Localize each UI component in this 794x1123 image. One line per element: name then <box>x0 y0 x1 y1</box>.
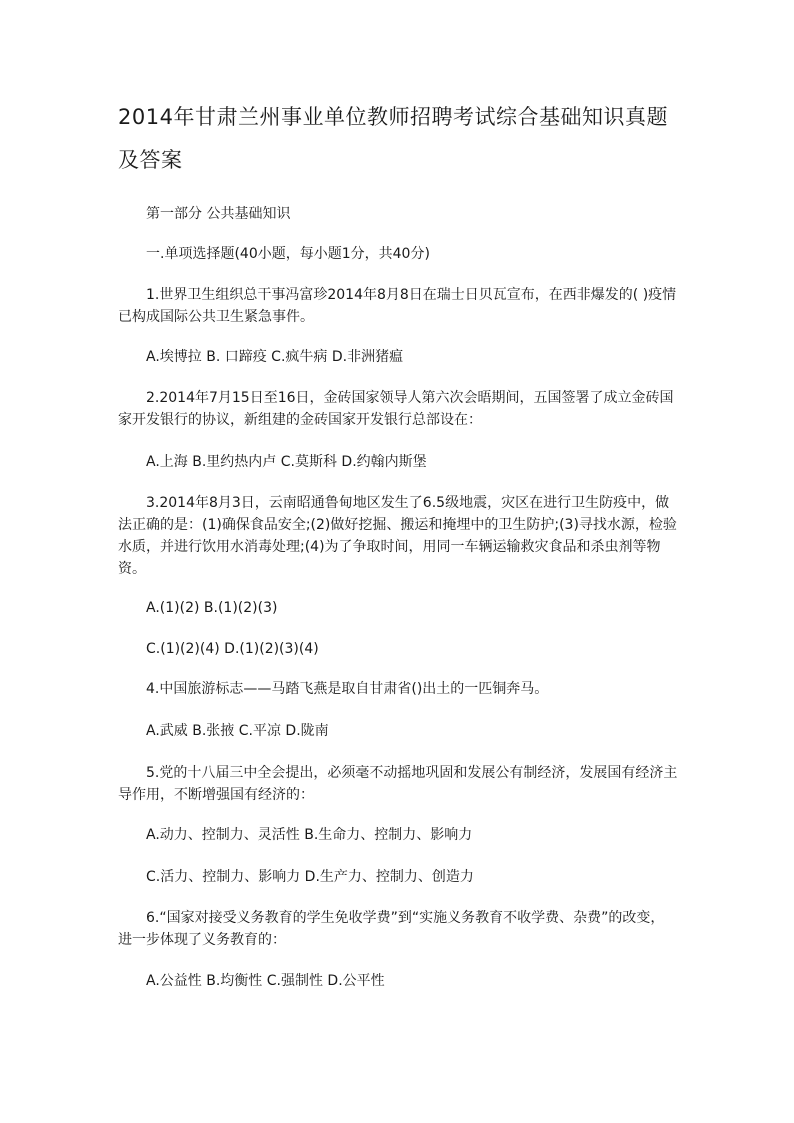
question-5-options-row-2: C.活力、控制力、影响力 D.生产力、控制力、创造力 <box>146 869 474 885</box>
question-1-text: 1.世界卫生组织总干事冯富珍2014年8月8日在瑞士日贝瓦宣布，在西非爆发的( )疫情已构成国际公共卫生紧急事件。 <box>118 287 677 325</box>
question-5-options-row-1: A.动力、控制力、灵活性 B.生命力、控制力、影响力 <box>146 827 473 843</box>
document-title-line-1: 2014年甘肃兰州事业单位教师招聘考试综合基础知识真题 <box>118 105 668 129</box>
document-title-line-2: 及答案 <box>118 148 183 172</box>
question-2-text: 2.2014年7月15日至16日，金砖国家领导人第六次会晤期间，五国签署了成立金砖国家开发银行的协议，新组建的金砖国家开发银行总部设在： <box>118 390 674 428</box>
question-3-options-row-1: A.(1)(2) B.(1)(2)(3) <box>146 600 278 616</box>
question-3-text: 3.2014年8月3日，云南昭通鲁甸地区发生了6.5级地震，灾区在进行卫生防疫中，做法正确的是：(1)确保食品安全;(2)做好挖掘、搬运和掩埋中的卫生防护;(3)寻找水源，检验水质，并进行饮用水消毒处理;(4)为了争取时间，用同一车辆运输救灾食品和杀虫剂等物资。 <box>118 495 677 577</box>
question-5-text: 5.党的十八届三中全会提出，必须毫不动摇地巩固和发展公有制经济，发展国有经济主导作用，不断增强国有经济的： <box>118 765 678 803</box>
section-heading: 一.单项选择题(40小题，每小题1分，共40分) <box>146 246 430 262</box>
question-6-text: 6.“国家对接受义务教育的学生免收学费”到“实施义务教育不收学费、杂费”的改变，进一步体现了义务教育的： <box>118 910 665 948</box>
question-1-options: A.埃博拉 B. 口蹄疫 C.疯牛病 D.非洲猪瘟 <box>146 349 404 365</box>
question-4-options: A.武威 B.张掖 C.平凉 D.陇南 <box>146 723 329 739</box>
question-2-options: A.上海 B.里约热内卢 C.莫斯科 D.约翰内斯堡 <box>146 454 427 470</box>
part-heading: 第一部分 公共基础知识 <box>146 206 291 222</box>
question-3-options-row-2: C.(1)(2)(4) D.(1)(2)(3)(4) <box>146 641 319 657</box>
question-4-text: 4.中国旅游标志——马踏飞燕是取自甘肃省()出土的一匹铜奔马。 <box>146 681 549 697</box>
question-6-options: A.公益性 B.均衡性 C.强制性 D.公平性 <box>146 973 385 989</box>
